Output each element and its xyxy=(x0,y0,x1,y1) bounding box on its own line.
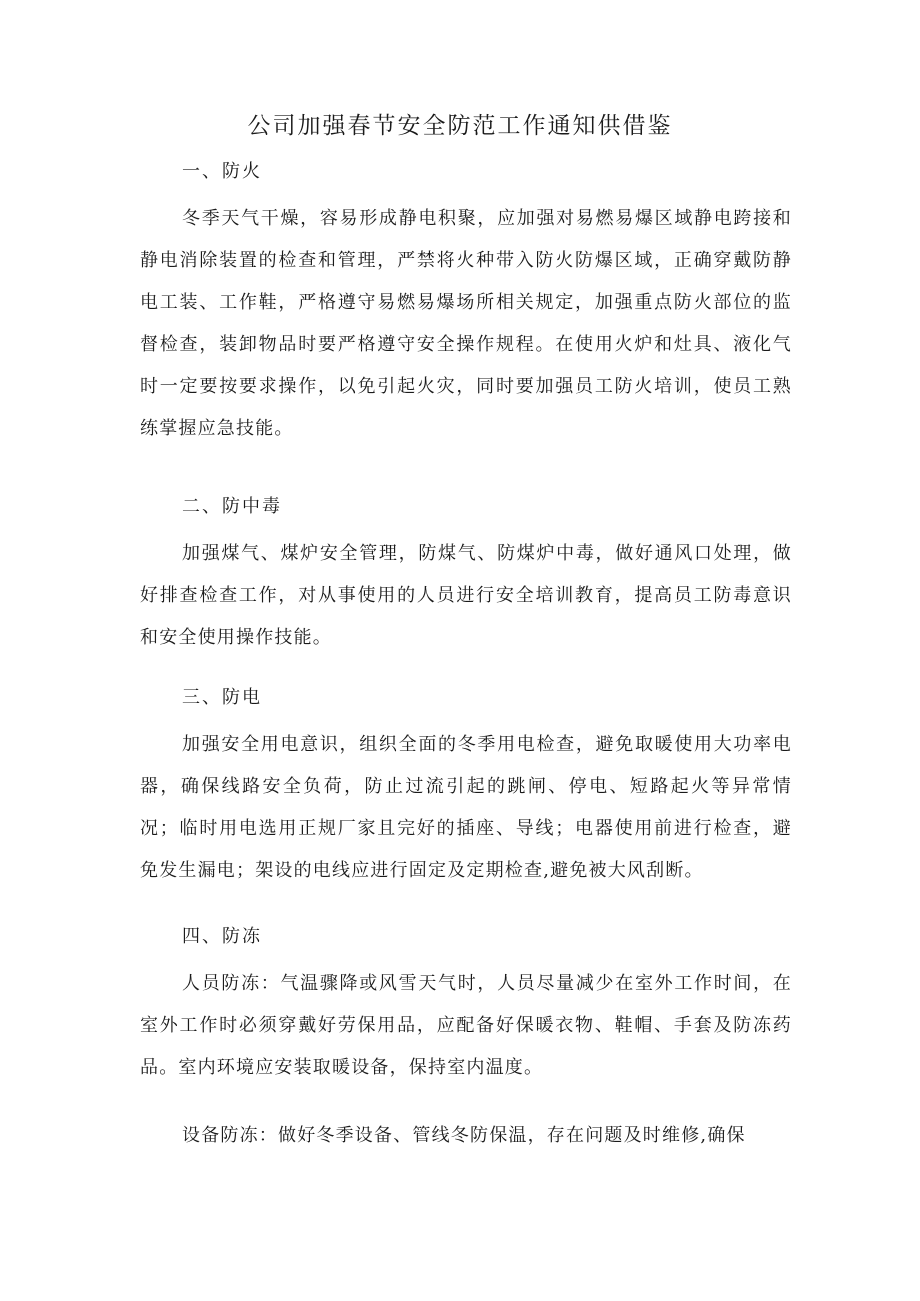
section-body-fire xyxy=(140,198,792,450)
section-heading-fire: 一、防火 xyxy=(182,161,262,182)
paragraph: 人员防冻：气温骤降或风雪天气时，人员尽量减少在室外工作时间，在室外工作时必须穿戴好劳保用品，应配备好保暖衣物、鞋帽、手套及防冻药品。室内环境应安装取暖设备，保持室内温度。 xyxy=(140,973,792,1078)
section-body-freeze-equipment xyxy=(140,1115,792,1157)
section-heading-freeze: 四、防冻 xyxy=(182,926,262,947)
section-body-electric xyxy=(140,724,792,892)
section-body-freeze-people xyxy=(140,963,792,1089)
paragraph: 设备防冻：做好冬季设备、管线冬防保温，存在问题及时维修,确保 xyxy=(182,1125,746,1146)
section-heading-poison: 二、防中毒 xyxy=(182,496,282,517)
section-body-poison xyxy=(140,533,792,659)
paragraph: 加强煤气、煤炉安全管理，防煤气、防煤炉中毒，做好通风口处理，做好排查检查工作，对从事使用的人员进行安全培训教育，提高员工防毒意识和安全使用操作技能。 xyxy=(140,543,792,648)
document-title: 公司加强春节安全防范工作通知供借鉴 xyxy=(247,113,673,139)
paragraph: 加强安全用电意识，组织全面的冬季用电检查，避免取暖使用大功率电器，确保线路安全负荷，防止过流引起的跳闸、停电、短路起火等异常情况；临时用电选用正规厂家且完好的插座、导线；电器使用前进行检查，避免发生漏电；架设的电线应进行固定及定期检查,避免被大风刮断。 xyxy=(140,734,792,881)
section-heading-electric: 三、防电 xyxy=(182,687,262,708)
paragraph: 冬季天气干燥，容易形成静电积聚，应加强对易燃易爆区域静电跨接和静电消除装置的检查和管理，严禁将火种带入防火防爆区域，正确穿戴防静电工装、工作鞋，严格遵守易燃易爆场所相关规定，加强重点防火部位的监督检查，装卸物品时要严格遵守安全操作规程。在使用火炉和灶具、液化气时一定要按要求操作，以免引起火灾，同时要加强员工防火培训，使员工熟练掌握应急技能。 xyxy=(140,208,792,439)
